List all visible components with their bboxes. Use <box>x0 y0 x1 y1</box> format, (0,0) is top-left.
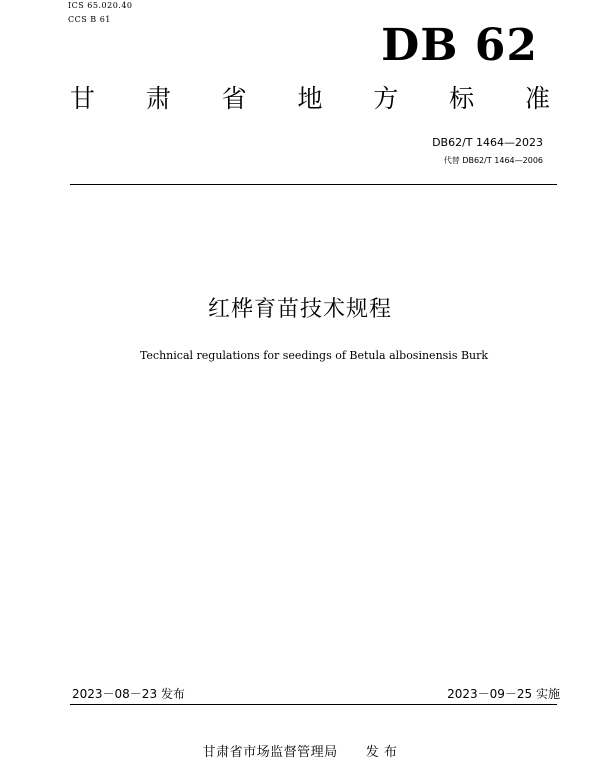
heading-char: 方 <box>373 84 399 113</box>
heading-char: 省 <box>221 84 247 113</box>
bottom-divider <box>70 704 557 705</box>
title-english: Technical regulations for seedings of Betula albosinensis Burk <box>139 349 489 362</box>
heading-char: 甘 <box>70 84 96 113</box>
issuer-action: 发 布 <box>365 745 398 760</box>
ics-code: ICS 65.020.40 <box>68 1 133 10</box>
heading-char: 准 <box>524 84 550 113</box>
top-divider <box>70 184 557 185</box>
standard-number: DB62/T 1464—2023 <box>432 136 543 149</box>
heading-char: 地 <box>297 84 323 113</box>
issuer-line <box>0 744 600 762</box>
db62-logo: DB 62 <box>381 20 538 71</box>
title-chinese: 红桦育苗技术规程 <box>207 297 392 322</box>
ccs-code: CCS B 61 <box>68 15 111 24</box>
issue-date: 2023－08－23 发布 <box>72 687 185 701</box>
replaces-standard: 代替 DB62/T 1464—2006 <box>443 156 543 165</box>
heading-char: 标 <box>449 84 475 113</box>
implementation-date: 2023－09－25 实施 <box>447 687 560 701</box>
provincial-standard-heading <box>70 82 550 116</box>
heading-char: 肃 <box>145 84 171 113</box>
issuer-name: 甘肃省市场监督管理局 <box>202 745 338 760</box>
